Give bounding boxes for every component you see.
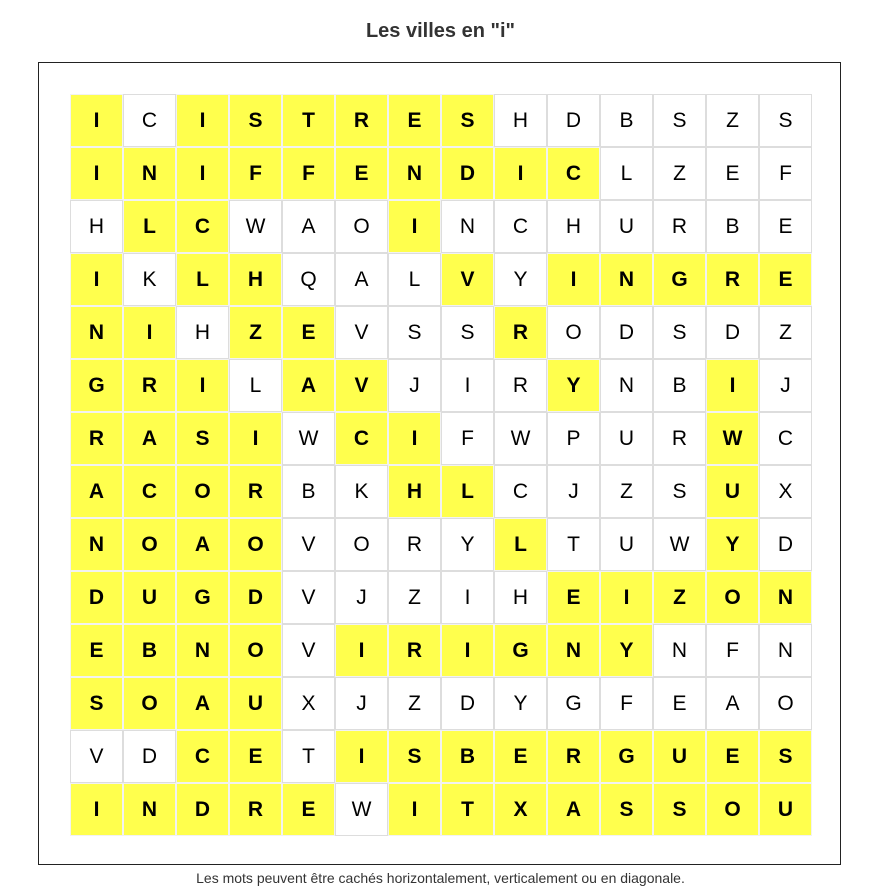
letter-cell[interactable]: J bbox=[335, 677, 388, 730]
letter-cell[interactable]: Z bbox=[653, 147, 706, 200]
letter-cell[interactable]: U bbox=[600, 518, 653, 571]
letter-cell[interactable]: D bbox=[123, 730, 176, 783]
letter-cell[interactable]: O bbox=[335, 518, 388, 571]
letter-cell[interactable]: Z bbox=[229, 306, 282, 359]
letter-cell[interactable]: G bbox=[600, 730, 653, 783]
letter-cell[interactable]: A bbox=[123, 412, 176, 465]
instructions-footnote: Les mots peuvent être cachés horizontalement, verticalement ou en diagonale. bbox=[196, 870, 685, 886]
letter-cell[interactable]: D bbox=[441, 677, 494, 730]
letter-cell[interactable]: H bbox=[70, 200, 123, 253]
letter-cell[interactable]: H bbox=[494, 571, 547, 624]
letter-cell[interactable]: S bbox=[653, 783, 706, 836]
letter-cell[interactable]: V bbox=[335, 306, 388, 359]
letter-cell[interactable]: I bbox=[388, 783, 441, 836]
letter-cell[interactable]: W bbox=[653, 518, 706, 571]
letter-cell[interactable]: Z bbox=[388, 677, 441, 730]
letter-cell[interactable]: U bbox=[706, 465, 759, 518]
letter-cell[interactable]: S bbox=[388, 306, 441, 359]
letter-cell[interactable]: W bbox=[494, 412, 547, 465]
letter-cell[interactable]: B bbox=[600, 94, 653, 147]
letter-cell[interactable]: N bbox=[123, 783, 176, 836]
letter-cell[interactable]: S bbox=[441, 94, 494, 147]
letter-cell[interactable]: I bbox=[176, 359, 229, 412]
letter-cell[interactable]: A bbox=[335, 253, 388, 306]
letter-cell[interactable]: Z bbox=[600, 465, 653, 518]
letter-cell[interactable]: S bbox=[70, 677, 123, 730]
letter-cell[interactable]: Y bbox=[547, 359, 600, 412]
letter-cell[interactable]: S bbox=[600, 783, 653, 836]
letter-cell[interactable]: T bbox=[441, 783, 494, 836]
letter-cell[interactable]: G bbox=[176, 571, 229, 624]
letter-cell[interactable]: L bbox=[494, 518, 547, 571]
letter-cell[interactable]: Z bbox=[706, 94, 759, 147]
letter-cell[interactable]: B bbox=[282, 465, 335, 518]
letter-cell[interactable]: F bbox=[600, 677, 653, 730]
letter-cell[interactable]: E bbox=[229, 730, 282, 783]
letter-cell[interactable]: I bbox=[123, 306, 176, 359]
letter-cell[interactable]: C bbox=[335, 412, 388, 465]
letter-cell[interactable]: D bbox=[547, 94, 600, 147]
letter-cell[interactable]: F bbox=[282, 147, 335, 200]
letter-cell[interactable]: I bbox=[600, 571, 653, 624]
letter-cell[interactable]: U bbox=[229, 677, 282, 730]
letter-cell[interactable]: D bbox=[759, 518, 812, 571]
letter-cell[interactable]: K bbox=[335, 465, 388, 518]
letter-cell[interactable]: E bbox=[759, 253, 812, 306]
letter-cell[interactable]: O bbox=[123, 677, 176, 730]
letter-cell[interactable]: N bbox=[70, 306, 123, 359]
letter-cell[interactable]: I bbox=[176, 94, 229, 147]
letter-cell[interactable]: O bbox=[706, 571, 759, 624]
letter-cell[interactable]: Y bbox=[600, 624, 653, 677]
letter-cell[interactable]: G bbox=[494, 624, 547, 677]
letter-cell[interactable]: I bbox=[388, 412, 441, 465]
letter-cell[interactable]: V bbox=[335, 359, 388, 412]
letter-cell[interactable]: N bbox=[441, 200, 494, 253]
letter-cell[interactable]: Y bbox=[494, 253, 547, 306]
letter-cell[interactable]: V bbox=[282, 571, 335, 624]
letter-cell[interactable]: B bbox=[653, 359, 706, 412]
letter-cell[interactable]: J bbox=[759, 359, 812, 412]
letter-cell[interactable]: R bbox=[388, 518, 441, 571]
letter-cell[interactable]: I bbox=[388, 200, 441, 253]
word-search-grid bbox=[70, 94, 811, 835]
letter-cell[interactable]: N bbox=[653, 624, 706, 677]
letter-cell[interactable]: V bbox=[441, 253, 494, 306]
letter-cell[interactable]: A bbox=[176, 677, 229, 730]
letter-cell[interactable]: H bbox=[176, 306, 229, 359]
letter-cell[interactable]: N bbox=[547, 624, 600, 677]
letter-cell[interactable]: U bbox=[600, 412, 653, 465]
letter-cell[interactable]: S bbox=[759, 730, 812, 783]
letter-cell[interactable]: D bbox=[70, 571, 123, 624]
letter-cell[interactable]: Y bbox=[706, 518, 759, 571]
letter-cell[interactable]: J bbox=[388, 359, 441, 412]
letter-cell[interactable]: R bbox=[229, 465, 282, 518]
letter-cell[interactable]: V bbox=[282, 624, 335, 677]
letter-cell[interactable]: R bbox=[653, 200, 706, 253]
letter-cell[interactable]: A bbox=[547, 783, 600, 836]
letter-cell[interactable]: I bbox=[441, 359, 494, 412]
letter-cell[interactable]: N bbox=[70, 518, 123, 571]
letter-cell[interactable]: B bbox=[441, 730, 494, 783]
letter-cell[interactable]: O bbox=[229, 624, 282, 677]
letter-cell[interactable]: S bbox=[441, 306, 494, 359]
letter-cell[interactable]: X bbox=[282, 677, 335, 730]
letter-cell[interactable]: K bbox=[123, 253, 176, 306]
letter-cell[interactable]: X bbox=[759, 465, 812, 518]
letter-cell[interactable]: I bbox=[335, 730, 388, 783]
letter-cell[interactable]: E bbox=[494, 730, 547, 783]
letter-cell[interactable]: I bbox=[494, 147, 547, 200]
letter-cell[interactable]: R bbox=[335, 94, 388, 147]
letter-cell[interactable]: W bbox=[282, 412, 335, 465]
letter-cell[interactable]: S bbox=[653, 94, 706, 147]
letter-cell[interactable]: N bbox=[176, 624, 229, 677]
letter-cell[interactable]: I bbox=[70, 94, 123, 147]
letter-cell[interactable]: C bbox=[123, 465, 176, 518]
letter-cell[interactable]: F bbox=[759, 147, 812, 200]
letter-cell[interactable]: H bbox=[388, 465, 441, 518]
letter-cell[interactable]: T bbox=[282, 730, 335, 783]
letter-cell[interactable]: I bbox=[229, 412, 282, 465]
letter-cell[interactable]: T bbox=[547, 518, 600, 571]
letter-cell[interactable]: L bbox=[229, 359, 282, 412]
letter-cell[interactable]: A bbox=[282, 200, 335, 253]
letter-cell[interactable]: N bbox=[600, 359, 653, 412]
letter-cell[interactable]: I bbox=[70, 783, 123, 836]
letter-cell[interactable]: S bbox=[388, 730, 441, 783]
letter-cell[interactable]: R bbox=[229, 783, 282, 836]
letter-cell[interactable]: F bbox=[706, 624, 759, 677]
letter-cell[interactable]: A bbox=[706, 677, 759, 730]
letter-cell[interactable]: E bbox=[282, 783, 335, 836]
letter-cell[interactable]: O bbox=[335, 200, 388, 253]
letter-cell[interactable]: U bbox=[759, 783, 812, 836]
letter-cell[interactable]: E bbox=[706, 147, 759, 200]
letter-cell[interactable]: N bbox=[123, 147, 176, 200]
letter-cell[interactable]: I bbox=[441, 571, 494, 624]
letter-cell[interactable]: R bbox=[388, 624, 441, 677]
letter-cell[interactable]: N bbox=[600, 253, 653, 306]
letter-cell[interactable]: L bbox=[176, 253, 229, 306]
letter-cell[interactable]: A bbox=[176, 518, 229, 571]
letter-cell[interactable]: S bbox=[759, 94, 812, 147]
letter-cell[interactable]: S bbox=[653, 465, 706, 518]
letter-cell[interactable]: Y bbox=[441, 518, 494, 571]
letter-cell[interactable]: H bbox=[494, 94, 547, 147]
letter-cell[interactable]: R bbox=[70, 412, 123, 465]
letter-cell[interactable]: A bbox=[70, 465, 123, 518]
letter-cell[interactable]: H bbox=[547, 200, 600, 253]
letter-cell[interactable]: I bbox=[176, 147, 229, 200]
letter-cell[interactable]: E bbox=[70, 624, 123, 677]
letter-cell[interactable]: I bbox=[70, 253, 123, 306]
letter-cell[interactable]: I bbox=[706, 359, 759, 412]
letter-cell[interactable]: L bbox=[441, 465, 494, 518]
letter-cell[interactable]: R bbox=[706, 253, 759, 306]
letter-cell[interactable]: I bbox=[70, 147, 123, 200]
letter-cell[interactable]: D bbox=[441, 147, 494, 200]
letter-cell[interactable]: V bbox=[70, 730, 123, 783]
letter-cell[interactable]: U bbox=[600, 200, 653, 253]
letter-cell[interactable]: G bbox=[70, 359, 123, 412]
letter-cell[interactable]: E bbox=[388, 94, 441, 147]
letter-cell[interactable]: Q bbox=[282, 253, 335, 306]
letter-cell[interactable]: B bbox=[123, 624, 176, 677]
letter-cell[interactable]: X bbox=[494, 783, 547, 836]
letter-cell[interactable]: C bbox=[176, 200, 229, 253]
letter-cell[interactable]: O bbox=[759, 677, 812, 730]
letter-cell[interactable]: C bbox=[759, 412, 812, 465]
letter-cell[interactable]: S bbox=[653, 306, 706, 359]
letter-cell[interactable]: L bbox=[123, 200, 176, 253]
letter-cell[interactable]: E bbox=[335, 147, 388, 200]
letter-cell[interactable]: S bbox=[176, 412, 229, 465]
letter-cell[interactable]: I bbox=[547, 253, 600, 306]
letter-cell[interactable]: E bbox=[653, 677, 706, 730]
letter-cell[interactable]: R bbox=[494, 359, 547, 412]
letter-cell[interactable]: C bbox=[123, 94, 176, 147]
letter-cell[interactable]: B bbox=[706, 200, 759, 253]
letter-cell[interactable]: W bbox=[335, 783, 388, 836]
letter-cell[interactable]: U bbox=[123, 571, 176, 624]
letter-cell[interactable]: O bbox=[123, 518, 176, 571]
letter-cell[interactable]: N bbox=[388, 147, 441, 200]
letter-cell[interactable]: L bbox=[388, 253, 441, 306]
letter-cell[interactable]: Z bbox=[759, 306, 812, 359]
letter-cell[interactable]: G bbox=[653, 253, 706, 306]
letter-cell[interactable]: Z bbox=[388, 571, 441, 624]
letter-cell[interactable]: D bbox=[706, 306, 759, 359]
letter-cell[interactable]: F bbox=[229, 147, 282, 200]
letter-cell[interactable]: N bbox=[759, 571, 812, 624]
letter-cell[interactable]: J bbox=[335, 571, 388, 624]
letter-cell[interactable]: F bbox=[441, 412, 494, 465]
letter-cell[interactable]: U bbox=[653, 730, 706, 783]
letter-cell[interactable]: E bbox=[547, 571, 600, 624]
letter-cell[interactable]: I bbox=[335, 624, 388, 677]
letter-cell[interactable]: P bbox=[547, 412, 600, 465]
letter-cell[interactable]: C bbox=[494, 465, 547, 518]
letter-cell[interactable]: R bbox=[494, 306, 547, 359]
letter-cell[interactable]: T bbox=[282, 94, 335, 147]
letter-cell[interactable]: H bbox=[229, 253, 282, 306]
letter-cell[interactable]: Z bbox=[653, 571, 706, 624]
letter-cell[interactable]: J bbox=[547, 465, 600, 518]
letter-cell[interactable]: C bbox=[494, 200, 547, 253]
letter-cell[interactable]: S bbox=[229, 94, 282, 147]
letter-cell[interactable]: E bbox=[759, 200, 812, 253]
letter-cell[interactable]: D bbox=[229, 571, 282, 624]
letter-cell[interactable]: R bbox=[653, 412, 706, 465]
letter-cell[interactable]: D bbox=[600, 306, 653, 359]
letter-cell[interactable]: R bbox=[123, 359, 176, 412]
letter-cell[interactable]: O bbox=[176, 465, 229, 518]
letter-cell[interactable]: C bbox=[176, 730, 229, 783]
puzzle-title: Les villes en "i" bbox=[365, 20, 516, 42]
letter-cell[interactable]: R bbox=[547, 730, 600, 783]
letter-cell[interactable]: D bbox=[176, 783, 229, 836]
letter-cell[interactable]: O bbox=[706, 783, 759, 836]
letter-cell[interactable]: W bbox=[706, 412, 759, 465]
letter-cell[interactable]: O bbox=[547, 306, 600, 359]
letter-cell[interactable]: I bbox=[441, 624, 494, 677]
letter-cell[interactable]: E bbox=[282, 306, 335, 359]
letter-cell[interactable]: L bbox=[600, 147, 653, 200]
letter-cell[interactable]: Y bbox=[494, 677, 547, 730]
letter-cell[interactable]: A bbox=[282, 359, 335, 412]
letter-cell[interactable]: V bbox=[282, 518, 335, 571]
letter-cell[interactable]: C bbox=[547, 147, 600, 200]
letter-cell[interactable]: G bbox=[547, 677, 600, 730]
letter-cell[interactable]: W bbox=[229, 200, 282, 253]
letter-cell[interactable]: O bbox=[229, 518, 282, 571]
letter-cell[interactable]: E bbox=[706, 730, 759, 783]
letter-cell[interactable]: N bbox=[759, 624, 812, 677]
